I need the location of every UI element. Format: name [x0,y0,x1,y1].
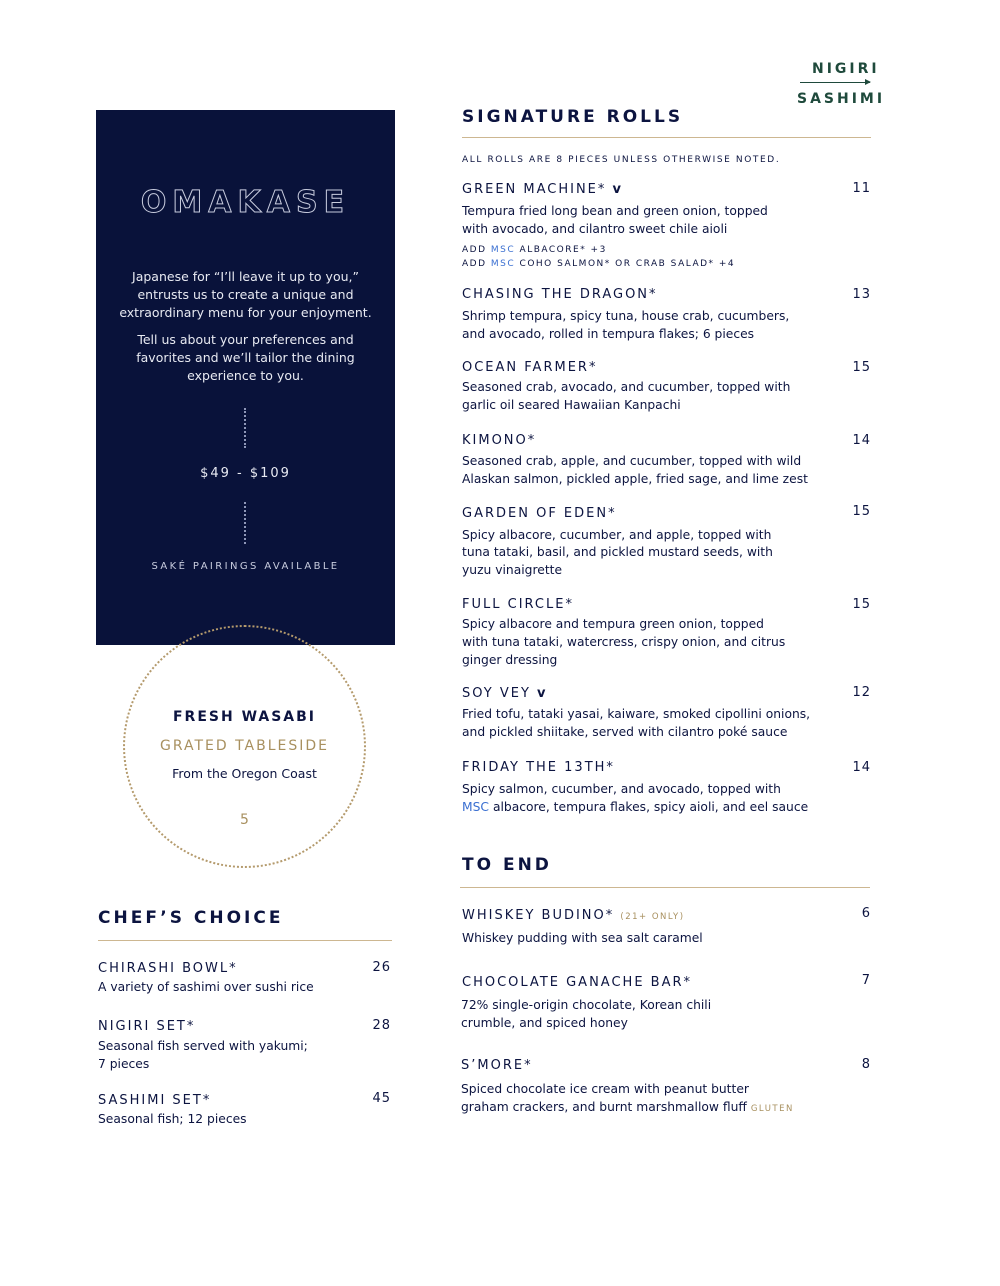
menu-item-description: Seasonal fish served with yakumi; [98,1039,308,1053]
menu-item-description: with tuna tataki, watercress, crispy onion, and citrus [462,635,786,649]
menu-item-name-text: WHISKEY BUDINO* [462,908,615,923]
menu-item-description: Spicy albacore and tempura green onion, topped [462,617,764,631]
menu-item-description: and pickled shiitake, served with cilantro poké sauce [462,725,788,739]
menu-item-name: NIGIRI SET* [98,1019,196,1034]
age-restriction-tag: (21+ ONLY) [620,912,685,922]
section-title-to-end: TO END [462,855,552,875]
menu-item-description: A variety of sashimi over sushi rice [98,980,314,994]
menu-item-description: ginger dressing [462,653,558,667]
addon-add-label: ADD [462,259,487,269]
menu-item-description: Seasoned crab, apple, and cucumber, topped with wild [462,454,802,468]
menu-item-name: KIMONO* [462,433,537,448]
menu-item-price: 12 [852,685,871,700]
menu-item-description: garlic oil seared Hawaiian Kanpachi [462,398,681,412]
addon-text: COHO SALMON* OR CRAB SALAD* +4 [519,259,736,269]
menu-item-description: Fried tofu, tataki yasai, kaiware, smoked cipollini onions, [462,707,811,721]
section-title-chefs-choice: CHEF’S CHOICE [98,908,284,928]
menu-item-description: 72% single-origin chocolate, Korean chili [461,998,712,1012]
menu-item-name [462,182,621,197]
menu-item-description: Spicy albacore, cucumber, and apple, topped with [462,528,772,542]
menu-item-description: crumble, and spiced honey [461,1016,628,1030]
wasabi-price: 5 [240,812,249,828]
menu-item-description [461,1098,794,1118]
omakase-panel [96,110,395,645]
section-divider [98,940,392,941]
menu-item-description [462,798,808,816]
dotted-divider [244,408,246,448]
menu-item-name-text: GREEN MACHINE* [462,182,607,197]
menu-item-name: FRIDAY THE 13TH* [462,760,615,775]
menu-item-name: OCEAN FARMER* [462,360,598,375]
nav-link-sashimi[interactable]: SASHIMI [797,91,886,107]
rolls-note: ALL ROLLS ARE 8 PIECES UNLESS OTHERWISE NOTED. [462,155,781,165]
menu-item-description-text: graham crackers, and burnt marshmallow fluff [461,1100,747,1114]
wasabi-subtitle: GRATED TABLESIDE [159,738,330,754]
menu-item-description: Seasonal fish; 12 pieces [98,1112,247,1126]
vegetarian-mark: v [537,686,546,701]
menu-item-name: S’MORE* [461,1058,533,1073]
menu-item-name: CHIRASHI BOWL* [98,961,238,976]
nav-link-nigiri[interactable]: NIGIRI [812,61,880,77]
menu-item-price: 15 [852,597,871,612]
dotted-divider [244,502,246,544]
menu-item-name: CHOCOLATE GANACHE BAR* [462,975,693,990]
menu-item-description: 7 pieces [98,1057,150,1071]
menu-item-name: CHASING THE DRAGON* [462,287,658,302]
omakase-title: OMAKASE [140,185,351,220]
menu-item-description: Seasoned crab, avocado, and cucumber, topped with [462,380,791,394]
menu-item-name: FULL CIRCLE* [462,597,574,612]
wasabi-origin: From the Oregon Coast [172,766,317,781]
menu-item-price: 13 [852,287,871,302]
omakase-preferences: Tell us about your preferences and favorites and we’ll tailor the dining experience to you. [136,332,355,383]
menu-item-description: yuzu vinaigrette [462,563,563,577]
menu-item-name: GARDEN OF EDEN* [462,506,617,521]
menu-item-description-text: albacore, tempura flakes, spicy aioli, and eel sauce [492,800,809,814]
menu-item-price: 14 [852,433,871,448]
menu-item-description: Spiced chocolate ice cream with peanut butter [461,1082,749,1096]
menu-item-description: Alaskan salmon, pickled apple, fried sage, and lime zest [462,472,808,486]
menu-item-description: tuna tataki, basil, and pickled mustard seeds, with [462,545,773,559]
menu-item-description: Spicy salmon, cucumber, and avocado, topped with [462,782,781,796]
menu-item-price: 6 [861,906,871,921]
section-title-signature-rolls: SIGNATURE ROLLS [462,107,684,127]
menu-item-price: 45 [372,1091,391,1106]
menu-item-description: Tempura fried long bean and green onion, topped [462,204,768,218]
addon-add-label: ADD [462,245,487,255]
menu-item-price: 14 [852,760,871,775]
menu-item-price: 8 [861,1057,871,1072]
menu-item-price: 15 [852,504,871,519]
msc-label: MSC [462,800,490,814]
msc-label: MSC [490,245,516,255]
arrow-right-icon [800,82,870,83]
menu-item-name-text: SOY VEY [462,686,531,701]
addon-text: ALBACORE* +3 [519,245,607,255]
menu-item-price: 26 [372,960,391,975]
menu-item-name: SASHIMI SET* [98,1093,212,1108]
addon-option [462,245,607,255]
msc-label: MSC [490,259,516,269]
menu-item-price: 7 [861,973,871,988]
menu-item-price: 28 [372,1018,391,1033]
menu-item-price: 15 [852,360,871,375]
omakase-description: Japanese for “I’ll leave it up to you,” entrusts us to create a unique and extraordinary menu for your enjoyment. [119,269,372,320]
section-divider [460,887,870,888]
sake-pairings-note: SAKÉ PAIRINGS AVAILABLE [151,561,340,572]
wasabi-title: FRESH WASABI [172,709,317,725]
gluten-tag: GLUTEN [750,1104,794,1114]
menu-item-description: with avocado, and cilantro sweet chile aioli [462,222,728,236]
fresh-wasabi-badge [123,625,366,868]
menu-item-description: Whiskey pudding with sea salt caramel [462,931,703,945]
addon-option [462,259,735,269]
menu-item-description: and avocado, rolled in tempura flakes; 6 pieces [462,327,755,341]
section-divider [462,137,871,138]
menu-item-name [462,908,685,923]
menu-item-price: 11 [852,181,871,196]
menu-item-name [462,686,546,701]
omakase-price: $49 - $109 [200,466,291,481]
menu-item-description: Shrimp tempura, spicy tuna, house crab, cucumbers, [462,309,790,323]
vegetarian-mark: v [612,182,622,197]
